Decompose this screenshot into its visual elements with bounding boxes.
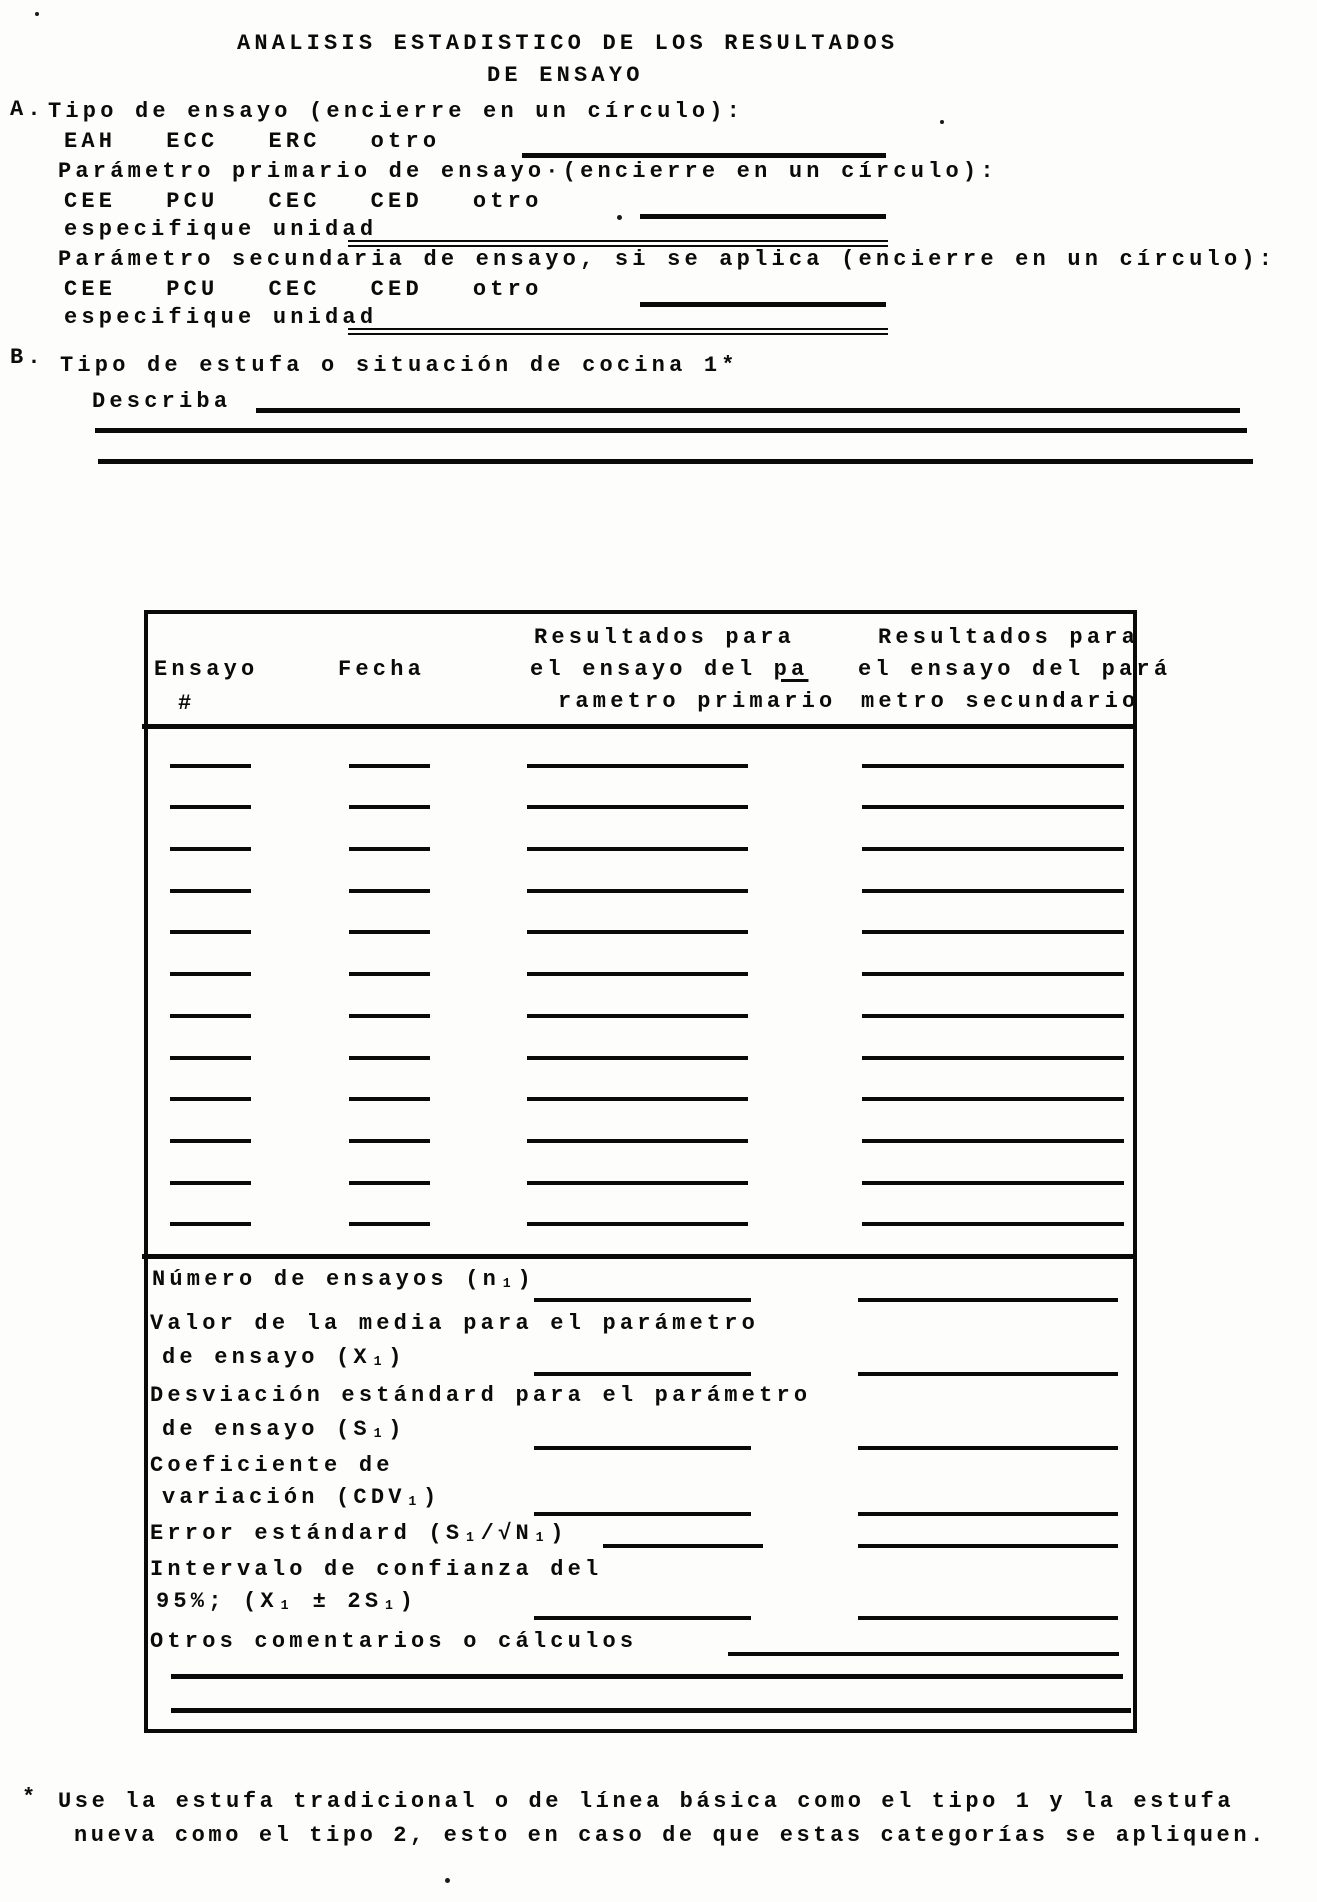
num-ensayos-primary-blank[interactable] xyxy=(534,1298,751,1302)
entry-blank[interactable] xyxy=(862,1139,1124,1143)
entry-blank[interactable] xyxy=(349,1181,430,1185)
entry-blank[interactable] xyxy=(349,805,430,809)
table-row xyxy=(148,1024,1133,1066)
describe-label: Describa xyxy=(92,389,232,414)
table-row xyxy=(148,1191,1133,1233)
col-header-primary-line1: Resultados para xyxy=(534,625,796,650)
stat-row-media-line1 xyxy=(148,1310,1133,1340)
stat-row-coeficiente-line1 xyxy=(148,1452,1133,1482)
desviacion-label-line1: Desviación estándard para el parámetro xyxy=(150,1383,812,1408)
table-row xyxy=(148,1149,1133,1191)
col-header-ensayo-number-sign: # xyxy=(178,691,196,716)
test-type-options-row xyxy=(64,128,440,156)
entry-blank[interactable] xyxy=(349,1222,430,1226)
table-row xyxy=(148,1107,1133,1149)
entry-blank[interactable] xyxy=(527,805,748,809)
otros-label: Otros comentarios o cálculos xyxy=(150,1629,638,1654)
col-header-ensayo: Ensayo xyxy=(154,657,259,682)
option-cec[interactable]: CEC xyxy=(268,277,321,302)
scan-speck xyxy=(35,12,39,16)
describe-blank-line1[interactable] xyxy=(256,408,1240,413)
option-erc[interactable]: ERC xyxy=(268,129,321,154)
primary-param-options-row xyxy=(64,188,542,216)
option-cec[interactable]: CEC xyxy=(268,189,321,214)
footnote-line1: Use la estufa tradicional o de línea básica como el tipo 1 y la estufa xyxy=(58,1789,1235,1814)
desviacion-secondary-blank[interactable] xyxy=(858,1446,1118,1450)
option-pcu[interactable]: PCU xyxy=(166,277,219,302)
page-title-line1: ANALISIS ESTADISTICO DE LOS RESULTADOS xyxy=(237,31,899,56)
stat-row-desviacion-line1 xyxy=(148,1382,1133,1412)
col-header-secondary-line2: el ensayo del pará xyxy=(858,657,1172,682)
entry-blank[interactable] xyxy=(862,1014,1124,1018)
desviacion-label-line2: de ensayo (S₁) xyxy=(162,1417,406,1442)
header-separator-rule xyxy=(142,724,1135,729)
num-ensayos-secondary-blank[interactable] xyxy=(858,1298,1118,1302)
col-header-primary-line3: rametro primario xyxy=(558,689,837,714)
entry-blank[interactable] xyxy=(349,1097,430,1101)
error-secondary-blank[interactable] xyxy=(858,1544,1118,1548)
desviacion-primary-blank[interactable] xyxy=(534,1446,751,1450)
entry-blank[interactable] xyxy=(862,847,1124,851)
intervalo-secondary-blank[interactable] xyxy=(858,1616,1118,1620)
entry-blank[interactable] xyxy=(349,889,430,893)
entry-blank[interactable] xyxy=(527,930,748,934)
media-label-line2: de ensayo (X₁) xyxy=(162,1345,406,1370)
comments-blank-line2[interactable] xyxy=(171,1708,1131,1713)
page-title-line2: DE ENSAYO xyxy=(487,63,644,88)
option-cee[interactable]: CEE xyxy=(64,277,117,302)
entry-blank[interactable] xyxy=(527,1014,748,1018)
entry-blank[interactable] xyxy=(862,1222,1124,1226)
option-cee[interactable]: CEE xyxy=(64,189,117,214)
stat-row-intervalo-line1 xyxy=(148,1556,1133,1586)
entry-blank[interactable] xyxy=(862,930,1124,934)
footnote-marker: * xyxy=(22,1785,39,1810)
intervalo-label-line2: 95%; (X₁ ± 2S₁) xyxy=(156,1589,418,1614)
entry-blank[interactable] xyxy=(170,1222,251,1226)
stat-row-error xyxy=(148,1520,1133,1548)
coeficiente-label-line2: variación (CDV₁) xyxy=(162,1485,441,1510)
entry-blank[interactable] xyxy=(170,847,251,851)
table-body-rows xyxy=(148,732,1133,1232)
primary-param-heading: Parámetro primario de ensayo·(encierre en un círculo): xyxy=(58,159,998,184)
coeficiente-primary-blank[interactable] xyxy=(534,1512,751,1516)
entry-blank[interactable] xyxy=(862,1056,1124,1060)
stat-row-coeficiente-blanks xyxy=(148,1494,1133,1516)
otro-label: otro xyxy=(370,129,441,154)
entry-blank[interactable] xyxy=(170,889,251,893)
entry-blank[interactable] xyxy=(170,1097,251,1101)
intervalo-primary-blank[interactable] xyxy=(534,1616,751,1620)
stat-row-num-ensayos xyxy=(148,1266,1133,1302)
scan-speck xyxy=(940,120,944,124)
option-ecc[interactable]: ECC xyxy=(166,129,219,154)
col-header-primary-line2 xyxy=(530,656,808,684)
stat-row-media-line2 xyxy=(148,1344,1133,1376)
coeficiente-secondary-blank[interactable] xyxy=(858,1512,1118,1516)
scan-speck xyxy=(617,215,622,220)
col-header-fecha: Fecha xyxy=(338,657,426,682)
entry-blank[interactable] xyxy=(349,847,430,851)
entry-blank[interactable] xyxy=(862,1097,1124,1101)
table-row xyxy=(148,815,1133,857)
entry-blank[interactable] xyxy=(170,1181,251,1185)
section-a-label: A. xyxy=(10,97,45,122)
entry-blank[interactable] xyxy=(527,972,748,976)
table-row xyxy=(148,899,1133,941)
entry-blank[interactable] xyxy=(527,1056,748,1060)
entry-blank[interactable] xyxy=(862,889,1124,893)
results-table xyxy=(144,610,1172,1733)
option-pcu[interactable]: PCU xyxy=(166,189,219,214)
footnote-line2: nueva como el tipo 2, esto en caso de que estas categorías se apliquen. xyxy=(74,1823,1267,1848)
entry-blank[interactable] xyxy=(170,972,251,976)
table-row xyxy=(148,1066,1133,1108)
table-row xyxy=(148,857,1133,899)
col-header-primary-hyphen-part: pa xyxy=(773,657,809,682)
option-ced[interactable]: CED xyxy=(370,277,423,302)
entry-blank[interactable] xyxy=(862,805,1124,809)
stats-separator-rule xyxy=(142,1254,1135,1259)
entry-blank[interactable] xyxy=(862,1181,1124,1185)
describe-blank-line3[interactable] xyxy=(98,459,1253,464)
entry-blank[interactable] xyxy=(170,1056,251,1060)
option-ced[interactable]: CED xyxy=(370,189,423,214)
stat-row-intervalo-line2 xyxy=(148,1588,1133,1620)
option-eah[interactable]: EAH xyxy=(64,129,117,154)
scan-speck xyxy=(445,1878,450,1883)
entry-blank[interactable] xyxy=(170,1139,251,1143)
entry-blank[interactable] xyxy=(170,805,251,809)
entry-blank[interactable] xyxy=(349,1139,430,1143)
entry-blank[interactable] xyxy=(170,764,251,768)
secondary-param-heading: Parámetro secundaria de ensayo, si se aplica (encierre en un círculo): xyxy=(58,247,1277,272)
entry-blank[interactable] xyxy=(349,930,430,934)
error-label: Error estándard (S₁/√N₁) xyxy=(150,1521,568,1546)
entry-blank[interactable] xyxy=(527,764,748,768)
entry-blank[interactable] xyxy=(527,1139,748,1143)
entry-blank[interactable] xyxy=(349,972,430,976)
stat-row-otros xyxy=(148,1628,1133,1656)
entry-blank[interactable] xyxy=(170,1014,251,1018)
coeficiente-label-line1: Coeficiente de xyxy=(150,1453,394,1478)
secondary-otro-blank[interactable] xyxy=(640,302,886,307)
comments-blank-line1[interactable] xyxy=(171,1674,1123,1679)
entry-blank[interactable] xyxy=(527,1222,748,1226)
media-secondary-blank[interactable] xyxy=(858,1372,1118,1376)
entry-blank[interactable] xyxy=(527,889,748,893)
entry-blank[interactable] xyxy=(527,847,748,851)
primary-unit-label: especifique unidad xyxy=(64,217,378,242)
col-header-secondary-line1: Resultados para xyxy=(878,625,1140,650)
col-header-primary-line2-text: el ensayo del xyxy=(530,657,774,682)
error-primary-blank[interactable] xyxy=(603,1544,763,1548)
entry-blank[interactable] xyxy=(349,1014,430,1018)
describe-blank-line2[interactable] xyxy=(95,428,1247,433)
num-ensayos-label: Número de ensayos (n₁) xyxy=(152,1267,535,1292)
entry-blank[interactable] xyxy=(349,1056,430,1060)
entry-blank[interactable] xyxy=(349,764,430,768)
media-primary-blank[interactable] xyxy=(534,1372,751,1376)
media-label-line1: Valor de la media para el parámetro xyxy=(150,1311,760,1336)
secondary-param-options-row xyxy=(64,276,542,304)
table-row xyxy=(148,732,1133,774)
table-row xyxy=(148,940,1133,982)
secondary-unit-blank[interactable] xyxy=(348,328,888,335)
table-row xyxy=(148,774,1133,816)
stat-row-desviacion-line2 xyxy=(148,1416,1133,1450)
otro-label: otro xyxy=(472,189,543,214)
otros-blank[interactable] xyxy=(728,1652,1119,1656)
entry-blank[interactable] xyxy=(862,972,1124,976)
entry-blank[interactable] xyxy=(862,764,1124,768)
entry-blank[interactable] xyxy=(170,930,251,934)
col-header-secondary-line3: metro secundario xyxy=(861,689,1140,714)
otro-label: otro xyxy=(472,277,543,302)
secondary-unit-label: especifique unidad xyxy=(64,305,378,330)
section-b-heading: Tipo de estufa o situación de cocina 1* xyxy=(60,353,739,378)
intervalo-label-line1: Intervalo de confianza del xyxy=(150,1557,603,1582)
section-a-heading: Tipo de ensayo (encierre en un círculo): xyxy=(48,99,745,124)
entry-blank[interactable] xyxy=(527,1097,748,1101)
primary-otro-blank[interactable] xyxy=(640,214,886,219)
table-row xyxy=(148,982,1133,1024)
entry-blank[interactable] xyxy=(527,1181,748,1185)
section-b-label: B. xyxy=(10,345,45,370)
